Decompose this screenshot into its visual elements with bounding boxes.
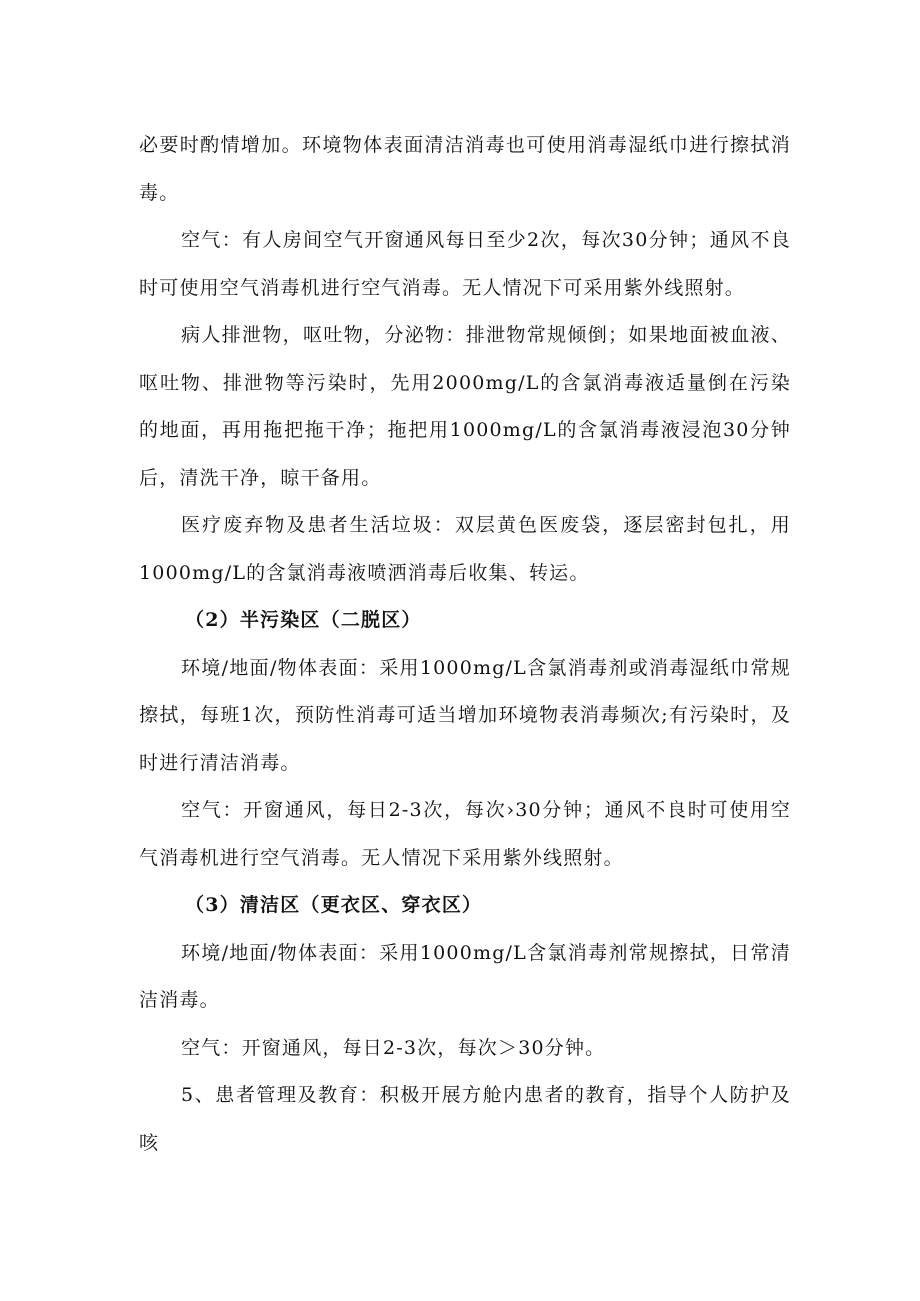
paragraph-air-occupied: 空气：有人房间空气开窗通风每日至少2次，每次30分钟；通风不良时可使用空气消毒机进行空气消毒。无人情况下可采用紫外线照射。 xyxy=(139,229,791,299)
paragraph-clean-air: 空气：开窗通风，每日2-3次，每次＞30分钟。 xyxy=(181,1036,606,1059)
section-heading-semi-contaminated: （2）半污染区（二脱区） xyxy=(185,609,422,631)
paragraph-clean-surface: 环境/地面/物体表面：采用1000mg/L含氯消毒剂常规擦拭，日常清洁消毒。 xyxy=(139,941,791,1011)
paragraph-patient-management: 5、患者管理及教育：积极开展方舱内患者的教育，指导个人防护及咳 xyxy=(139,1084,791,1154)
section-heading-clean-zone: （3）清洁区（更衣区、穿衣区） xyxy=(185,894,483,916)
paragraph-medical-waste: 医疗废弃物及患者生活垃圾：双层黄色医废袋，逐层密封包扎，用1000mg/L的含氯消毒液喷洒消毒后收集、转运。 xyxy=(139,514,791,584)
paragraph-semi-air: 空气：开窗通风，每日2-3次，每次›30分钟；通风不良时可使用空气消毒机进行空气消毒。无人情况下采用紫外线照射。 xyxy=(139,799,791,869)
paragraph-excreta: 病人排泄物，呕吐物，分泌物：排泄物常规倾倒；如果地面被血液、呕吐物、排泄物等污染时，先用2000mg/L的含氯消毒液适量倒在污染的地面，再用拖把拖干净；拖把用1000mg/L的含氯消毒液浸泡30分钟后，清洗干净，晾干备用。 xyxy=(139,324,791,489)
document-body xyxy=(139,122,791,1167)
paragraph-continuation: 必要时酌情增加。环境物体表面清洁消毒也可使用消毒湿纸巾进行擦拭消毒。 xyxy=(139,134,791,204)
paragraph-semi-surface: 环境/地面/物体表面：采用1000mg/L含氯消毒剂或消毒湿纸巾常规擦拭，每班1次，预防性消毒可适当增加环境物表消毒频次;有污染时，及时进行清洁消毒。 xyxy=(139,656,791,774)
